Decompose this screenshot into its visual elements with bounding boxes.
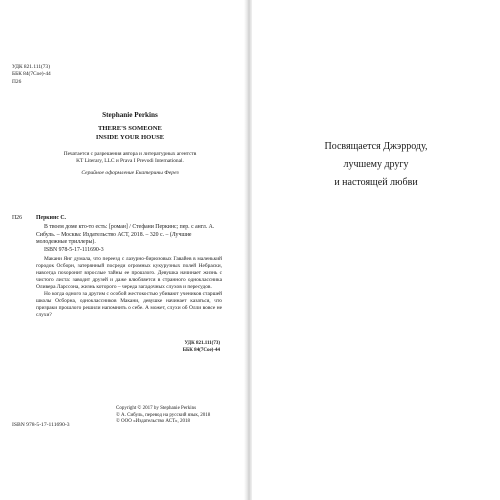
isbn-bottom: ISBN 978-5-17-111690-3 bbox=[12, 422, 70, 428]
permission-line-2: KT Literary, LLC и Prava I Prevodi International. bbox=[76, 158, 184, 164]
udk-bbk-block bbox=[12, 64, 51, 86]
catalog-isbn: ISBN 978-5-17-111690-3 bbox=[44, 247, 104, 253]
copyright-block bbox=[116, 406, 242, 426]
left-page bbox=[0, 0, 246, 500]
dedication-line-3: и настоящей любви bbox=[334, 177, 418, 188]
udk-code: УДК 821.111(73) bbox=[12, 64, 50, 70]
original-title-line-2: INSIDE YOUR HOUSE bbox=[95, 134, 165, 141]
permission-line-1: Печатается с разрешения автора и литературных агентств bbox=[63, 151, 197, 157]
dedication-line-2: лучшему другу bbox=[343, 159, 409, 170]
series-design-credit: Серийное оформление Екатерины Ферез bbox=[81, 170, 179, 176]
annotation bbox=[36, 256, 222, 319]
original-title-line-1: THERE'S SOMEONE bbox=[98, 125, 162, 132]
permission-notice bbox=[14, 151, 246, 165]
right-page bbox=[252, 0, 500, 500]
bbk-code: ББК 84(7Сое)-44 bbox=[12, 71, 51, 77]
author-sign-code: П26 bbox=[12, 79, 22, 85]
annotation-paragraph-1: Макани Янг думала, что переезд с лазурно-бирюзовых Гавайев в маленький городок Осборн, затерянный посреди огромных кукурузных полей Небраски, навсегда похоронит взрослые тайны ее прошлого. Девушка начинает жизнь с чистого листа: заводит друзей и даже влюбляется в странного одноклассника Оливера Ларссона, жизнь которого – череда загадочных слухов и пересудов. bbox=[36, 256, 222, 290]
copyright-line-3: © ООО «Издательство АСТ», 2018 bbox=[116, 419, 191, 425]
udk-right-line-2: ББК 84(7Сое)-44 bbox=[182, 347, 220, 353]
dedication-line-1: Посвящается Джэрроду, bbox=[324, 141, 428, 152]
copyright-line-2: © А. Сибуль, перевод на русский язык, 2018 bbox=[116, 412, 211, 418]
dedication bbox=[252, 138, 500, 192]
annotation-paragraph-2: Но когда одного за другим с особой жестокостью убивают учеников старшей школы Осборна, одноклассников Макани, девушке начинает казаться, что призраки прошлого решили напомнить о себе. А может, слухи об Олли вовсе не слухи? bbox=[36, 291, 222, 318]
catalog-description: В твоем доме кто-то есть: [роман] / Стефани Перкинс; пер. с англ. А. Сибуль. – Москва: Издательство АСТ, 2018. – 320 с. – (Лучшие молодежные триллеры). bbox=[36, 224, 215, 246]
catalog-author: Перкинс С. bbox=[36, 215, 66, 221]
copyright-line-1: Copyright © 2017 by Stephanie Perkins bbox=[116, 406, 197, 411]
udk-right-line-1: УДК 821.111(73) bbox=[184, 341, 220, 346]
original-title bbox=[14, 124, 246, 142]
original-author: Stephanie Perkins bbox=[102, 111, 158, 119]
udk-bbk-right bbox=[160, 341, 220, 354]
catalog-code: П26 bbox=[12, 215, 22, 221]
